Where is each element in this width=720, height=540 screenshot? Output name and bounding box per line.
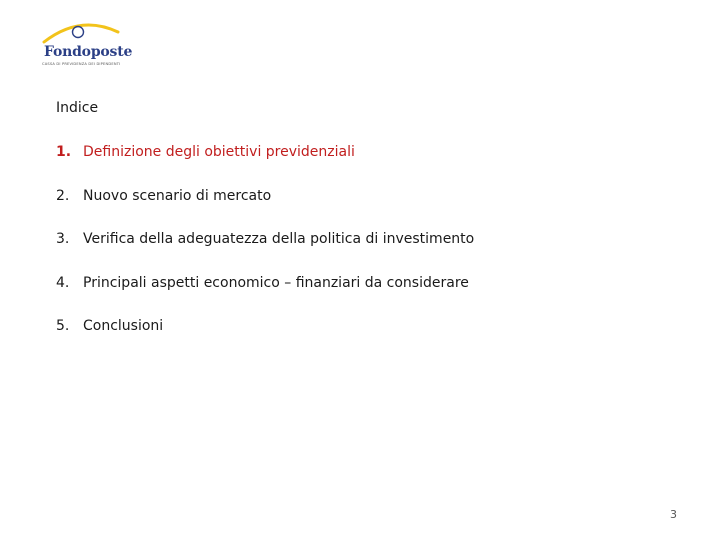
agenda-item-number: 5. [56, 318, 70, 334]
fondoposte-logo [40, 16, 133, 70]
page-number: 3 [670, 508, 677, 521]
agenda-item-2 [56, 188, 474, 232]
index-title: Indice [56, 100, 99, 116]
agenda-item-label: Nuovo scenario di mercato [83, 187, 272, 204]
agenda-item-number: 3. [56, 231, 70, 247]
agenda-item-4 [56, 275, 474, 319]
agenda-item-5 [56, 318, 474, 362]
agenda-item-label: Conclusioni [83, 318, 164, 334]
agenda-item-label: Definizione degli obiettivi previdenziali [83, 144, 355, 160]
agenda-item-3 [56, 231, 474, 275]
logo-tagline: CASSA DI PREVIDENZA DEI DIPENDENTI [42, 62, 121, 66]
agenda-item-number: 2. [56, 187, 70, 204]
logo-wordmark: Fondoposte [44, 44, 133, 60]
agenda-list [56, 144, 474, 362]
agenda-item-number: 1. [56, 144, 72, 160]
agenda-item-1 [56, 144, 474, 188]
agenda-item-label: Verifica della adeguatezza della politica di investimento [83, 231, 475, 247]
agenda-item-number: 4. [56, 274, 70, 291]
logo-sun-icon [40, 16, 130, 46]
agenda-item-label: Principali aspetti economico – finanziari da considerare [83, 274, 469, 291]
